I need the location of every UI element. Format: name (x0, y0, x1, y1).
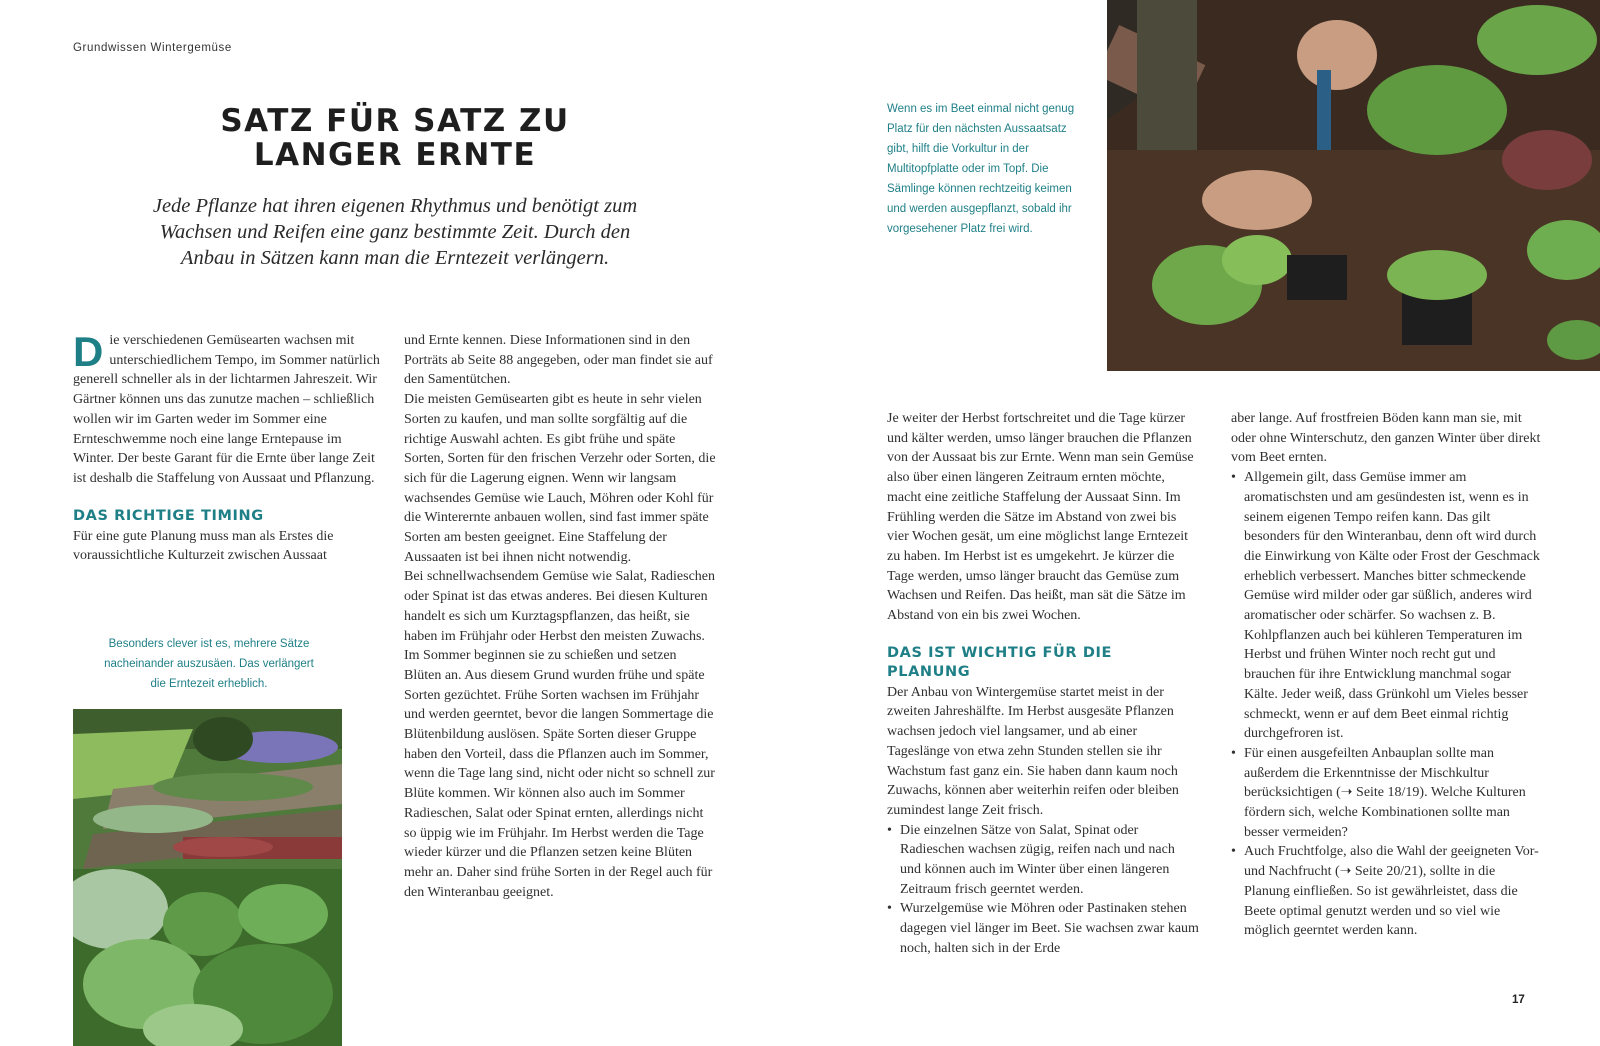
text-column-1 (73, 328, 383, 566)
intro-line-3: Anbau in Sätzen kann man die Erntezeit verlängern. (180, 247, 610, 269)
paragraph: Je weiter der Herbst fortschreitet und die Tage kürzer und kälter werden, umso länger brauchen die Pflanzen von der Aussaat bis zur Ernte. Wenn man sein Gemüse also über einen längeren Zeitraum ernten möchte, macht eine zeitliche Staffelung der Aussaat Sinn. Im Frühling werden die Sätze im Abstand von zwei bis vier Wochen gesät, um eine möglichst lange Erntezeit zu haben. Im Herbst ist es umgekehrt. Je kürzer die Tage werden, umso länger braucht das Gemüse zum Wachsen und Reifen. Das heißt, man sät die Sätze im Abstand von ein bis zwei Wochen. (887, 411, 1194, 624)
list-item: • Die einzelnen Sätze von Salat, Spinat oder Radieschen wachsen zügig, reifen nach und nach und können auch im Winter über einen längeren Zeitraum frisch geerntet werden. (887, 821, 1199, 900)
photo-caption-left: Besonders clever ist es, mehrere Sätze nacheinander auszusäen. Das verlängert die Erntezeit erheblich. (104, 638, 314, 690)
page-title-line-1: SATZ FÜR SATZ ZU (220, 103, 570, 139)
bullet-list (887, 821, 1199, 959)
paragraph: Der Anbau von Wintergemüse startet meist in der zweiten Jahreshälfte. Im Herbst ausgesäte Pflanzen wachsen jedoch viel langsamer, und ab einer Tageslänge von etwa zehn Stunden stellen sie ihr Wachstum fast ganz ein. Sie haben dann kaum noch Zuwachs, können aber weiterhin reifen oder bleiben zumindest lange Zeit frisch. (887, 684, 1179, 818)
garden-beds-photo (73, 709, 342, 1046)
intro-text (120, 193, 670, 271)
paragraph: Die meisten Gemüsearten gibt es heute in sehr vielen Sorten zu kaufen, und man sollte sorgfältig auf die richtige Auswahl achten. Es gibt frühe und späte Sorten, Sorten für den frischen Verzehr oder Sorten, die sich für die Lagerung eignen. Wenn wir langsam wachsendes Gemüse wie Lauch, Möhren oder Kohl für die Winterernte anbauen wollen, sind fast immer späte Sorten am besten geeignet. Eine Staffelung der Aussaaten ist bei ihnen nicht notwendig. (404, 392, 716, 565)
photo-caption-right: Wenn es im Beet einmal nicht genug Platz für den nächsten Aussaatsatz gibt, hilft die Vorkultur in der Multitopfplatte oder im Topf. Die Sämlinge können rechtzeitig keimen und werden ausgepflanzt, sobald ihr vorgesehener Platz frei wird. (887, 103, 1075, 235)
subhead-timing: DAS RICHTIGE TIMING (73, 507, 264, 524)
page-number: 17 (1512, 994, 1525, 1006)
paragraph: Für eine gute Planung muss man als Erstes die voraussichtliche Kulturzeit zwischen Aussaat (73, 528, 334, 564)
page-title (150, 104, 640, 172)
page-title-line-2: LANGER ERNTE (253, 137, 537, 173)
paragraph: und Ernte kennen. Diese Informationen sind in den Porträts ab Seite 88 angegeben, oder man findet sie auf den Samentütchen. (404, 333, 713, 388)
bullet-list (1231, 468, 1541, 941)
text-column-4 (1231, 409, 1541, 941)
seedling-planting-photo (1107, 0, 1600, 371)
list-item: • Für einen ausgefeilten Anbauplan sollte man außerdem die Erkenntnisse der Mischkultur berücksichtigen (➝ Seite 18/19). Welche Kulturen fördern sich, welche Kombinationen sollte man besser vermeiden? (1231, 744, 1541, 843)
subhead-planning: DAS IST WICHTIG FÜR DIE PLANUNG (887, 644, 1112, 680)
paragraph: Bei schnellwachsendem Gemüse wie Salat, Radieschen oder Spinat ist das etwas anderes. Bei diesen Kulturen handelt es sich um Kurztagspflanzen, das heißt, sie haben im Frühjahr oder Herbst den meisten Zuwachs. Im Sommer beginnen sie zu schießen und setzen Blüten an. Aus diesem Grund wurden frühe und späte Sorten gezüchtet. Frühe Sorten wachsen im Frühjahr und werden geerntet, bevor die langen Sommertage die Blütenbildung auslösen. Späte Sorten dieser Gruppe haben den Vorteil, dass die Pflanzen auch im Sommer, wenn die Tage lang sind, nicht oder nicht so schnell zur Blüte kommen. Wir können also auch im Sommer Radieschen, Salat oder Spinat ernten, allerdings nicht so üppig wie im Frühjahr. Im Herbst werden die Tage wieder kürzer und die Pflanzen setzen keine Blüten mehr an. Daher sind frühe Sorten in der Regel auch für den Winteranbau geeignet. (404, 569, 716, 900)
running-head: Grundwissen Wintergemüse (73, 42, 232, 54)
intro-line-2: Wachsen und Reifen eine ganz bestimmte Zeit. Durch den (159, 221, 631, 243)
drop-cap: D (73, 328, 104, 375)
lead-paragraph (73, 328, 383, 489)
list-item: • Allgemein gilt, dass Gemüse immer am aromatischsten und am gesündesten ist, wenn es in seinem eigenen Tempo reifen kann. Das gilt besonders für den Winteranbau, denn oft wird durch die Einwirkung von Kälte oder Frost der Geschmack erheblich verbessert. Manches bitter schmeckende Gemüse wird milder oder gar süßlich, anderes wird aromatischer oder schärfer. So wachsen z. B. Kohlpflanzen auch bei kühleren Temperaturen im Herbst und frühen Winter noch recht gut und brauchen für ihre Entwicklung manchmal sogar Kälte. Jeder weiß, dass Grünkohl um Vieles besser schmeckt, wenn er auf dem Beet einmal richtig durchgefroren ist. (1231, 468, 1541, 744)
lead-text: ie verschiedenen Gemüsearten wachsen mit unterschiedlichem Tempo, im Sommer natürlich generell schneller als in der lichtarmen Jahreszeit. Wir Gärtner können uns das zunutze machen – schließlich wollen wir im Garten weder im Sommer eine Ernteschwemme noch eine lange Erntepause im Winter. Der beste Garant für die Ernte über lange Zeit ist deshalb die Staffelung von Aussaat und Pflanzung. (73, 333, 380, 486)
text-column-2 (404, 331, 716, 902)
intro-line-1: Jede Pflanze hat ihren eigenen Rhythmus und benötigt zum (152, 195, 638, 217)
list-item: • Auch Fruchtfolge, also die Wahl der geeigneten Vor- und Nachfrucht (➝ Seite 20/21), sollte in die Planung einfließen. So ist gewährleistet, dass die Beete optimal genutzt werden und so viel wie möglich geerntet werden kann. (1231, 842, 1541, 941)
list-item: • Wurzelgemüse wie Möhren oder Pastinaken stehen dagegen viel länger im Beet. Sie wachsen zwar kaum noch, halten sich in der Erde (887, 899, 1199, 958)
text-column-3 (887, 409, 1199, 959)
paragraph: aber lange. Auf frostfreien Böden kann man sie, mit oder ohne Winterschutz, den ganzen Winter über direkt vom Beet ernten. (1231, 411, 1541, 466)
